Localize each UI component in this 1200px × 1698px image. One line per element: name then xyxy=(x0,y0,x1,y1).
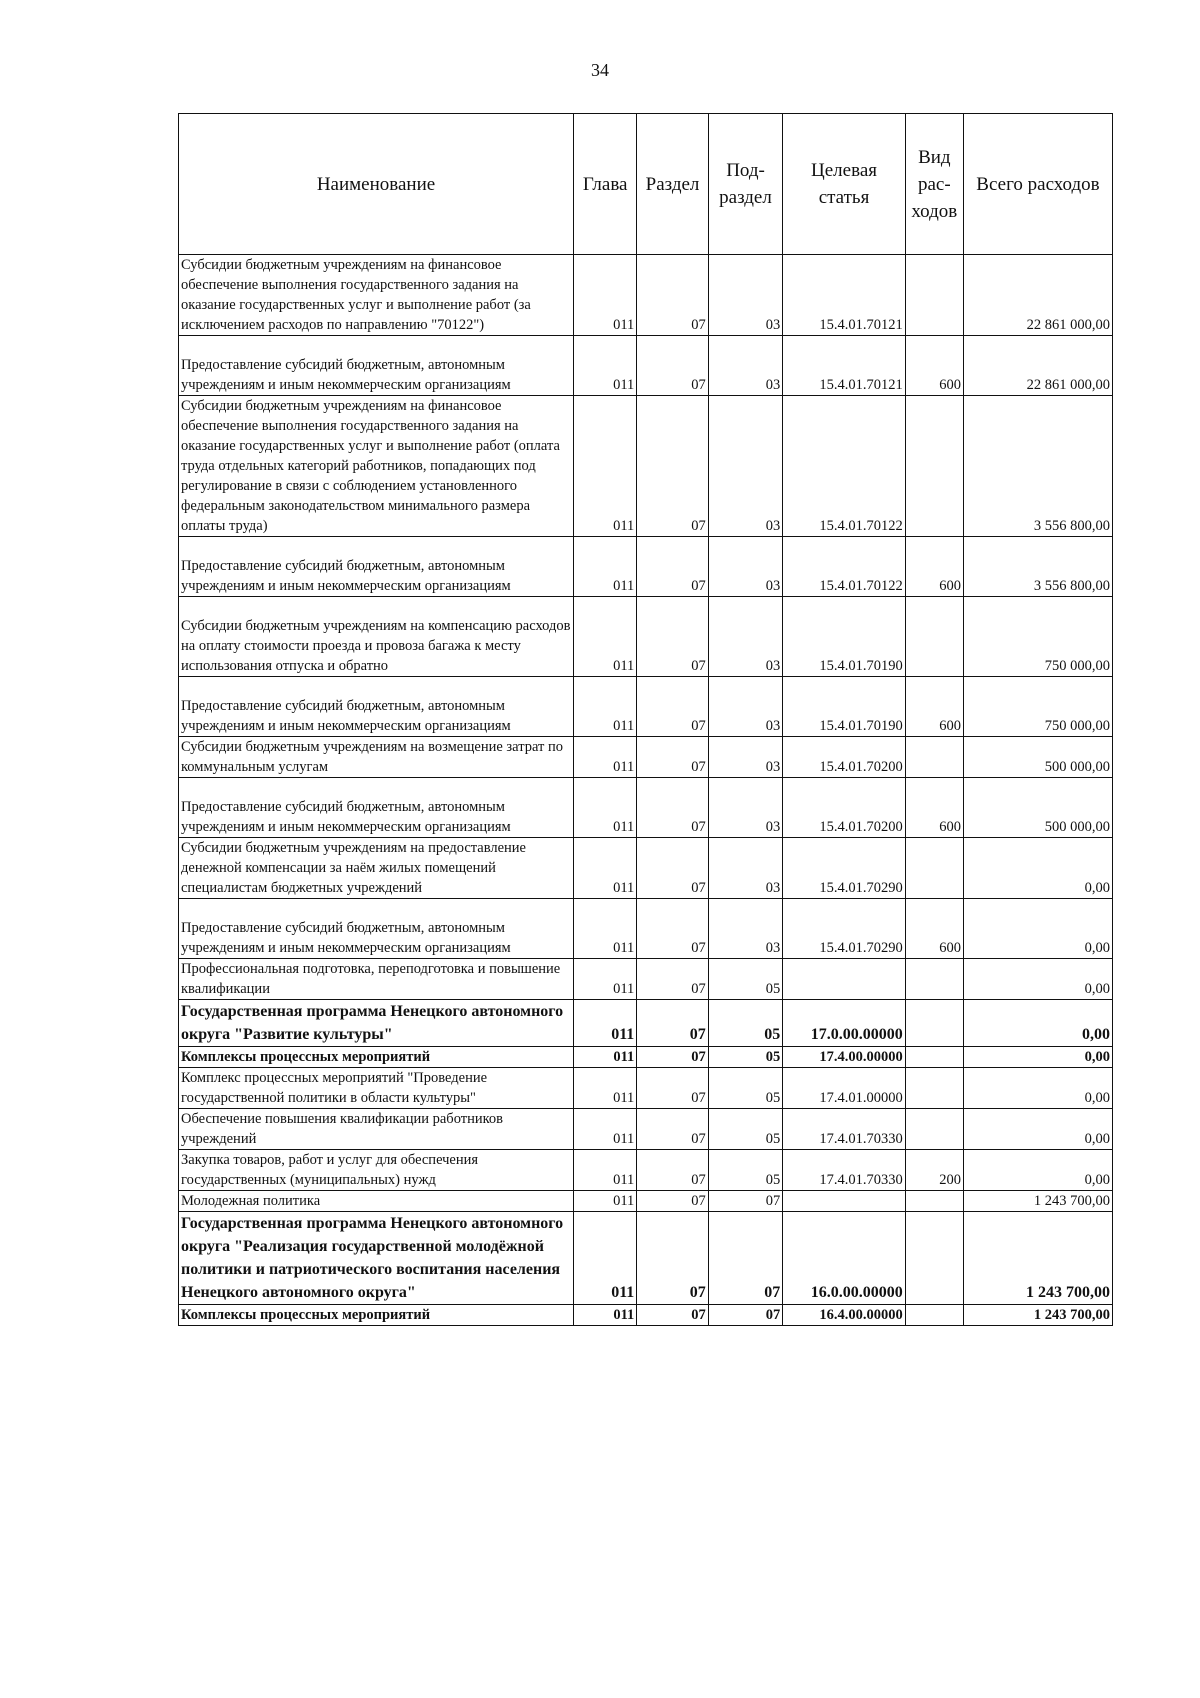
row-total: 500 000,00 xyxy=(963,737,1112,778)
header-glava: Глава xyxy=(574,114,637,255)
row-total: 22 861 000,00 xyxy=(963,336,1112,396)
row-glava: 011 xyxy=(574,959,637,1000)
table-row xyxy=(179,1305,1113,1326)
row-total: 750 000,00 xyxy=(963,597,1112,677)
header-total: Всего расходов xyxy=(963,114,1112,255)
row-vid xyxy=(905,1305,963,1326)
header-podrazdel: Под- раздел xyxy=(708,114,783,255)
row-podrazdel: 03 xyxy=(708,597,783,677)
row-total: 0,00 xyxy=(963,1068,1112,1109)
row-name: Предоставление субсидий бюджетным, автономным учреждениям и иным некоммерческим организациям xyxy=(179,899,574,959)
row-razdel: 07 xyxy=(637,537,708,597)
row-name: Предоставление субсидий бюджетным, автономным учреждениям и иным некоммерческим организациям xyxy=(179,778,574,838)
row-celevaya: 15.4.01.70190 xyxy=(783,677,905,737)
header-vid: Вид рас- ходов xyxy=(905,114,963,255)
row-podrazdel: 05 xyxy=(708,1047,783,1068)
row-celevaya: 17.0.00.00000 xyxy=(783,1000,905,1047)
row-celevaya: 17.4.00.00000 xyxy=(783,1047,905,1068)
row-celevaya xyxy=(783,1191,905,1212)
row-glava: 011 xyxy=(574,1000,637,1047)
budget-table xyxy=(178,113,1113,1326)
row-razdel: 07 xyxy=(637,336,708,396)
row-vid xyxy=(905,1212,963,1305)
row-name: Предоставление субсидий бюджетным, автономным учреждениям и иным некоммерческим организациям xyxy=(179,336,574,396)
row-vid xyxy=(905,959,963,1000)
row-glava: 011 xyxy=(574,255,637,336)
table-row xyxy=(179,597,1113,677)
row-podrazdel: 03 xyxy=(708,396,783,537)
table-row xyxy=(179,1212,1113,1305)
row-vid xyxy=(905,1000,963,1047)
row-name: Комплексы процессных мероприятий xyxy=(179,1047,574,1068)
row-vid: 600 xyxy=(905,677,963,737)
row-vid: 600 xyxy=(905,778,963,838)
row-name: Субсидии бюджетным учреждениям на предоставление денежной компенсации за наём жилых помещений специалистам бюджетных учреждений xyxy=(179,838,574,899)
row-celevaya: 17.4.01.70330 xyxy=(783,1109,905,1150)
row-celevaya: 15.4.01.70122 xyxy=(783,396,905,537)
row-total: 3 556 800,00 xyxy=(963,537,1112,597)
row-podrazdel: 07 xyxy=(708,1191,783,1212)
row-podrazdel: 03 xyxy=(708,677,783,737)
row-razdel: 07 xyxy=(637,597,708,677)
row-razdel: 07 xyxy=(637,1047,708,1068)
row-celevaya: 17.4.01.00000 xyxy=(783,1068,905,1109)
row-celevaya xyxy=(783,959,905,1000)
row-razdel: 07 xyxy=(637,838,708,899)
row-vid xyxy=(905,737,963,778)
row-vid xyxy=(905,1068,963,1109)
row-total: 3 556 800,00 xyxy=(963,396,1112,537)
row-vid xyxy=(905,1109,963,1150)
table-row xyxy=(179,959,1113,1000)
row-vid: 600 xyxy=(905,537,963,597)
row-glava: 011 xyxy=(574,537,637,597)
row-total: 0,00 xyxy=(963,959,1112,1000)
row-glava: 011 xyxy=(574,778,637,838)
table-row xyxy=(179,1047,1113,1068)
row-celevaya: 15.4.01.70190 xyxy=(783,597,905,677)
row-vid xyxy=(905,1191,963,1212)
row-glava: 011 xyxy=(574,838,637,899)
row-podrazdel: 07 xyxy=(708,1305,783,1326)
row-podrazdel: 03 xyxy=(708,537,783,597)
row-total: 1 243 700,00 xyxy=(963,1212,1112,1305)
row-glava: 011 xyxy=(574,1212,637,1305)
table-row xyxy=(179,1191,1113,1212)
row-razdel: 07 xyxy=(637,1212,708,1305)
row-vid xyxy=(905,597,963,677)
row-glava: 011 xyxy=(574,677,637,737)
row-vid: 600 xyxy=(905,899,963,959)
row-vid xyxy=(905,838,963,899)
row-glava: 011 xyxy=(574,1109,637,1150)
row-glava: 011 xyxy=(574,1068,637,1109)
row-celevaya: 15.4.01.70290 xyxy=(783,838,905,899)
table-row xyxy=(179,396,1113,537)
header-name: Наименование xyxy=(179,114,574,255)
row-razdel: 07 xyxy=(637,1150,708,1191)
row-name: Государственная программа Ненецкого автономного округа "Реализация государственной молодёжной политики и патриотического воспитания населения Ненецкого автономного округа" xyxy=(179,1212,574,1305)
row-podrazdel: 03 xyxy=(708,255,783,336)
row-name: Молодежная политика xyxy=(179,1191,574,1212)
row-name: Предоставление субсидий бюджетным, автономным учреждениям и иным некоммерческим организациям xyxy=(179,537,574,597)
row-vid xyxy=(905,1047,963,1068)
row-glava: 011 xyxy=(574,396,637,537)
row-glava: 011 xyxy=(574,1305,637,1326)
row-razdel: 07 xyxy=(637,1000,708,1047)
row-razdel: 07 xyxy=(637,677,708,737)
header-razdel: Раздел xyxy=(637,114,708,255)
table-row xyxy=(179,778,1113,838)
row-total: 22 861 000,00 xyxy=(963,255,1112,336)
table-row xyxy=(179,537,1113,597)
row-celevaya: 15.4.01.70122 xyxy=(783,537,905,597)
row-razdel: 07 xyxy=(637,737,708,778)
row-celevaya: 15.4.01.70121 xyxy=(783,336,905,396)
row-glava: 011 xyxy=(574,597,637,677)
row-celevaya: 16.4.00.00000 xyxy=(783,1305,905,1326)
row-celevaya: 16.0.00.00000 xyxy=(783,1212,905,1305)
row-total: 0,00 xyxy=(963,1047,1112,1068)
row-razdel: 07 xyxy=(637,1109,708,1150)
table-row xyxy=(179,899,1113,959)
row-razdel: 07 xyxy=(637,1191,708,1212)
row-podrazdel: 05 xyxy=(708,1000,783,1047)
row-podrazdel: 05 xyxy=(708,1109,783,1150)
row-celevaya: 15.4.01.70121 xyxy=(783,255,905,336)
table-row xyxy=(179,838,1113,899)
page-number: 34 xyxy=(591,60,609,80)
row-glava: 011 xyxy=(574,737,637,778)
row-podrazdel: 03 xyxy=(708,737,783,778)
row-podrazdel: 05 xyxy=(708,959,783,1000)
row-glava: 011 xyxy=(574,1047,637,1068)
row-podrazdel: 05 xyxy=(708,1068,783,1109)
table-row xyxy=(179,737,1113,778)
row-glava: 011 xyxy=(574,336,637,396)
row-podrazdel: 03 xyxy=(708,838,783,899)
row-celevaya: 15.4.01.70290 xyxy=(783,899,905,959)
table-row xyxy=(179,1109,1113,1150)
row-glava: 011 xyxy=(574,1150,637,1191)
row-razdel: 07 xyxy=(637,1305,708,1326)
row-celevaya: 15.4.01.70200 xyxy=(783,778,905,838)
row-vid: 600 xyxy=(905,336,963,396)
table-row xyxy=(179,1000,1113,1047)
row-total: 500 000,00 xyxy=(963,778,1112,838)
row-podrazdel: 03 xyxy=(708,778,783,838)
row-name: Субсидии бюджетным учреждениям на компенсацию расходов на оплату стоимости проезда и провоза багажа к месту использования отпуска и обратно xyxy=(179,597,574,677)
row-total: 1 243 700,00 xyxy=(963,1191,1112,1212)
row-total: 750 000,00 xyxy=(963,677,1112,737)
row-name: Профессиональная подготовка, переподготовка и повышение квалификации xyxy=(179,959,574,1000)
row-total: 1 243 700,00 xyxy=(963,1305,1112,1326)
row-glava: 011 xyxy=(574,899,637,959)
row-razdel: 07 xyxy=(637,899,708,959)
row-celevaya: 17.4.01.70330 xyxy=(783,1150,905,1191)
table-row xyxy=(179,336,1113,396)
row-total: 0,00 xyxy=(963,1109,1112,1150)
row-name: Предоставление субсидий бюджетным, автономным учреждениям и иным некоммерческим организациям xyxy=(179,677,574,737)
row-name: Субсидии бюджетным учреждениям на финансовое обеспечение выполнения государственного задания на оказание государственных услуг и выполнение работ (за исключением расходов по направлению "70122") xyxy=(179,255,574,336)
row-name: Комплексы процессных мероприятий xyxy=(179,1305,574,1326)
table-row xyxy=(179,1150,1113,1191)
row-name: Субсидии бюджетным учреждениям на финансовое обеспечение выполнения государственного задания на оказание государственных услуг и выполнение работ (оплата труда отдельных категорий работников, попадающих под регулирование в связи с соблюдением установленного федеральным законодательством минимального размера оплаты труда) xyxy=(179,396,574,537)
header-celevaya: Целевая статья xyxy=(783,114,905,255)
row-name: Обеспечение повышения квалификации работников учреждений xyxy=(179,1109,574,1150)
table-header-row xyxy=(179,114,1113,255)
row-razdel: 07 xyxy=(637,255,708,336)
row-name: Государственная программа Ненецкого автономного округа "Развитие культуры" xyxy=(179,1000,574,1047)
row-total: 0,00 xyxy=(963,1150,1112,1191)
row-razdel: 07 xyxy=(637,778,708,838)
row-vid: 200 xyxy=(905,1150,963,1191)
row-razdel: 07 xyxy=(637,396,708,537)
row-total: 0,00 xyxy=(963,838,1112,899)
row-name: Комплекс процессных мероприятий "Проведение государственной политики в области культуры" xyxy=(179,1068,574,1109)
row-vid xyxy=(905,396,963,537)
table-row xyxy=(179,255,1113,336)
row-razdel: 07 xyxy=(637,959,708,1000)
row-podrazdel: 03 xyxy=(708,336,783,396)
table-row xyxy=(179,1068,1113,1109)
row-razdel: 07 xyxy=(637,1068,708,1109)
row-glava: 011 xyxy=(574,1191,637,1212)
row-vid xyxy=(905,255,963,336)
row-podrazdel: 05 xyxy=(708,1150,783,1191)
row-celevaya: 15.4.01.70200 xyxy=(783,737,905,778)
row-podrazdel: 07 xyxy=(708,1212,783,1305)
row-total: 0,00 xyxy=(963,899,1112,959)
row-podrazdel: 03 xyxy=(708,899,783,959)
table-row xyxy=(179,677,1113,737)
row-total: 0,00 xyxy=(963,1000,1112,1047)
row-name: Субсидии бюджетным учреждениям на возмещение затрат по коммунальным услугам xyxy=(179,737,574,778)
row-name: Закупка товаров, работ и услуг для обеспечения государственных (муниципальных) нужд xyxy=(179,1150,574,1191)
